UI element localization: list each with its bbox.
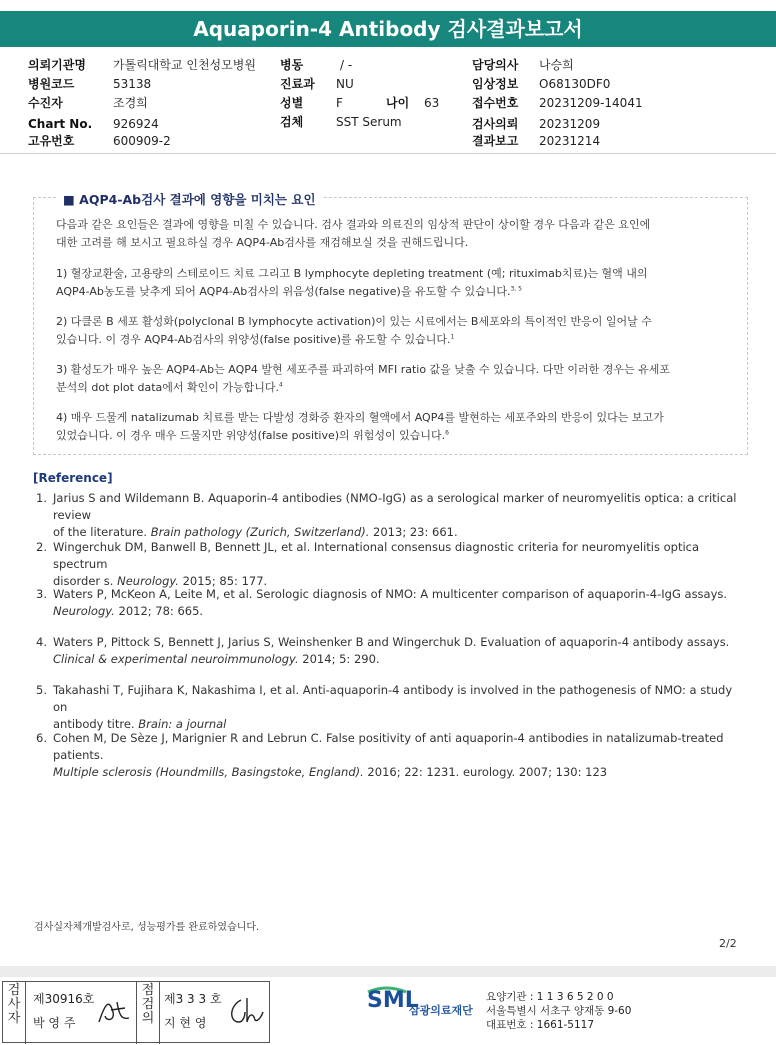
reference-journal: Neurology. bbox=[117, 574, 179, 588]
chart-no-label: Chart No. bbox=[28, 117, 93, 131]
factor-line: 분석의 dot plot data에서 확인이 가능합니다. bbox=[56, 381, 280, 394]
reviewer-label-text: 점 검 의 bbox=[141, 983, 155, 1026]
reference-journal: Neurology. bbox=[53, 604, 115, 618]
factor-item-3 bbox=[56, 361, 746, 397]
reviewer-name: 지 현 영 bbox=[164, 1016, 207, 1030]
department-label: 진료과 bbox=[280, 77, 315, 91]
factor-line: 4) 매우 드물게 natalizumab 치료를 받는 다발성 경화증 환자의 혈액에서 AQP4를 발현하는 세포주와의 반응이 있다는 보고가 bbox=[56, 411, 664, 424]
factors-intro-line: 대한 고려를 해 보시고 필요하실 경우 AQP4-Ab검사를 재검해보실 것을 권해드립니다. bbox=[56, 236, 469, 249]
reference-text: Wingerchuk DM, Banwell B, Bennett JL, et al. International consensus diagnostic criteria for neuromyelitis optica spectrum bbox=[53, 540, 700, 571]
reference-text: Waters P, Pittock S, Bennett J, Jarius S, Weinshenker B and Wingerchuk D. Evaluation of aquaporin-4 antibody assays. bbox=[53, 635, 730, 649]
sex-value: F bbox=[336, 96, 343, 110]
company-info-line: 대표번호 : 1661-5117 bbox=[486, 1019, 595, 1031]
company-name: 삼광의료재단 bbox=[409, 1004, 473, 1017]
hospital-value: 가톨릭대학교 인천성모병원 bbox=[113, 58, 256, 72]
header-divider bbox=[0, 153, 776, 154]
factor-line: 1) 혈장교환술, 고용량의 스테로이드 치료 그리고 B lymphocyte depleting treatment (예; rituximab치료)는 혈액 내의 bbox=[56, 267, 648, 280]
reference-item-2 bbox=[36, 539, 748, 590]
reference-journal: Brain pathology (Zurich, Switzerland). bbox=[150, 525, 370, 539]
citation-superscript: 6 bbox=[445, 429, 449, 437]
reference-item-4 bbox=[36, 634, 748, 668]
reference-journal: Brain: a journal bbox=[138, 717, 227, 731]
citation-superscript: 3, 5 bbox=[510, 285, 522, 293]
reviewer-signature-icon bbox=[225, 992, 265, 1032]
unique-no-value: 600909-2 bbox=[113, 134, 171, 148]
doctor-value: 나승희 bbox=[539, 58, 574, 72]
examiner-label bbox=[3, 982, 26, 1044]
reviewer-label bbox=[136, 982, 160, 1044]
unique-no-label: 고유번호 bbox=[28, 134, 75, 148]
age-value: 63 bbox=[424, 96, 440, 110]
hospital-label: 의뢰기관명 bbox=[28, 58, 86, 72]
receipt-no-label: 접수번호 bbox=[472, 96, 519, 110]
patient-label: 수진자 bbox=[28, 96, 63, 110]
page-number: 2/2 bbox=[719, 937, 737, 950]
reference-text: 2015; 85: 177. bbox=[178, 574, 268, 588]
hospital-code-label: 병원코드 bbox=[28, 77, 75, 91]
report-title: Aquaporin-4 Antibody 검사결과보고서 bbox=[0, 11, 776, 47]
reference-journal: Multiple sclerosis (Houndmills, Basingstoke, England). bbox=[53, 765, 364, 779]
factor-line: 2) 다클론 B 세포 활성화(polyclonal B lymphocyte activation)이 있는 시료에서는 B세포와의 특이적인 반응이 일어날 수 bbox=[56, 315, 652, 328]
factor-item-2 bbox=[56, 313, 746, 349]
reference-number: 4. bbox=[36, 635, 47, 649]
reference-number: 3. bbox=[36, 587, 47, 601]
reference-item-1 bbox=[36, 490, 748, 541]
reference-item-6 bbox=[36, 730, 748, 781]
factor-item-1 bbox=[56, 265, 746, 301]
specimen-label: 검체 bbox=[280, 115, 304, 129]
reference-number: 6. bbox=[36, 731, 47, 745]
request-date-label: 검사의뢰 bbox=[472, 117, 519, 131]
reference-number: 2. bbox=[36, 540, 47, 554]
examiner-license: 제30916호 bbox=[33, 992, 95, 1006]
ward-label: 병동 bbox=[280, 58, 304, 72]
factor-item-4 bbox=[56, 409, 746, 445]
examiner-name: 박 영 주 bbox=[33, 1016, 76, 1030]
specimen-value: SST Serum bbox=[336, 115, 402, 129]
reference-item-3 bbox=[36, 586, 748, 620]
reference-text: Takahashi T, Fujihara K, Nakashima I, et al. Anti-aquaporin-4 antibody is involved in the pathogenesis of NMO: a study on bbox=[53, 683, 733, 714]
request-date-value: 20231209 bbox=[539, 117, 601, 131]
reference-text: antibody titre. bbox=[53, 717, 139, 731]
validation-note: 검사실자체개발검사로, 성능평가를 완료하였습니다. bbox=[34, 922, 260, 933]
citation-superscript: 4 bbox=[279, 381, 283, 389]
reference-heading: [Reference] bbox=[33, 471, 113, 485]
clinical-info-value: O68130DF0 bbox=[539, 77, 611, 91]
reference-text: Jarius S and Wildemann B. Aquaporin-4 antibodies (NMO-IgG) as a serological marker of neuromyelitis optica: a critical review bbox=[53, 491, 737, 522]
company-info-line: 요양기관 : 1 1 3 6 5 2 0 0 bbox=[486, 991, 614, 1003]
reference-text: Waters P, McKeon A, Leite M, et al. Serologic diagnosis of NMO: A multicenter comparison of aquaporin-4-IgG assays. bbox=[53, 587, 728, 601]
factors-intro-line: 다음과 같은 요인들은 결과에 영향을 미칠 수 있습니다. 검사 결과와 의료진의 임상적 판단이 상이할 경우 다음과 같은 요인에 bbox=[56, 218, 651, 231]
examiner-label-text: 검 사 자 bbox=[7, 983, 21, 1026]
reviewer-license: 제3 3 3 호 bbox=[164, 992, 222, 1006]
factors-title: ■ AQP4-Ab검사 결과에 영향을 미치는 요인 bbox=[57, 190, 322, 208]
report-date-value: 20231214 bbox=[539, 134, 601, 148]
reference-text: 2012; 78: 665. bbox=[114, 604, 204, 618]
doctor-label: 담당의사 bbox=[472, 58, 519, 72]
reference-text: 2014; 5: 290. bbox=[298, 652, 380, 666]
company-logo-text: SML bbox=[367, 988, 419, 1013]
factor-line: 있습니다. 이 경우 AQP4-Ab검사의 위양성(false positive)를 유도할 수 있습니다. bbox=[56, 333, 451, 346]
age-label: 나이 bbox=[386, 96, 410, 110]
reference-number: 5. bbox=[36, 683, 47, 697]
factor-line: AQP4-Ab농도를 낮추게 되어 AQP4-Ab검사의 위음성(false negative)을 유도할 수 있습니다. bbox=[56, 285, 511, 298]
factor-line: 3) 활성도가 매우 높은 AQP4-Ab는 AQP4 발현 세포주를 파괴하여 MFI ratio 값을 낮출 수 있습니다. 다만 이러한 경우는 유세포 bbox=[56, 363, 671, 376]
hospital-code-value: 53138 bbox=[113, 77, 152, 91]
reference-number: 1. bbox=[36, 491, 47, 505]
clinical-info-label: 임상정보 bbox=[472, 77, 519, 91]
reference-item-5 bbox=[36, 682, 748, 733]
reference-text: 2013; 23: 661. bbox=[369, 525, 458, 539]
footer-band bbox=[0, 966, 776, 977]
reference-text: 2016; 22: 1231. eurology. 2007; 130: 123 bbox=[363, 765, 608, 779]
reference-journal: Clinical & experimental neuroimmunology. bbox=[53, 652, 299, 666]
factors-intro bbox=[56, 216, 746, 252]
report-date-label: 결과보고 bbox=[472, 134, 519, 148]
sex-label: 성별 bbox=[280, 96, 304, 110]
signature-block bbox=[2, 981, 270, 1043]
company-info-line: 서울특별시 서초구 양재동 9-60 bbox=[486, 1005, 632, 1017]
reference-text: Cohen M, De Sèze J, Marignier R and Lebrun C. False positivity of anti aquaporin-4 antibodies in natalizumab-treated patients. bbox=[53, 731, 724, 762]
receipt-no-value: 20231209-14041 bbox=[539, 96, 643, 110]
factor-line: 있었습니다. 이 경우 매우 드물지만 위양성(false positive)의 위험성이 있습니다. bbox=[56, 429, 446, 442]
citation-superscript: 1 bbox=[450, 333, 455, 341]
examiner-signature-icon bbox=[95, 994, 135, 1030]
ward-value: / - bbox=[340, 58, 353, 72]
reference-text: disorder s. bbox=[53, 574, 118, 588]
reference-text: of the literature. bbox=[53, 525, 151, 539]
chart-no-value: 926924 bbox=[113, 117, 159, 131]
department-value: NU bbox=[336, 77, 354, 91]
patient-value: 조경희 bbox=[113, 96, 148, 110]
